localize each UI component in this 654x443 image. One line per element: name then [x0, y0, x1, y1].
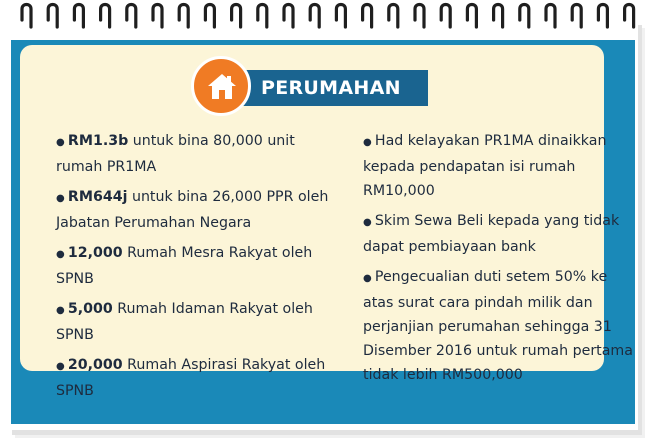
spiral-ring [48, 5, 57, 28]
bullet-icon: ● [56, 137, 68, 148]
bullet-icon: ● [56, 193, 68, 204]
spiral-ring [179, 5, 188, 28]
list-item [56, 241, 336, 291]
bullet-icon: ● [363, 217, 375, 228]
left-column [56, 129, 336, 409]
list-item [56, 185, 336, 235]
list-item [56, 297, 336, 347]
title-header [183, 56, 433, 116]
spiral-ring [415, 5, 424, 28]
spiral-ring [22, 5, 31, 28]
list-item [56, 353, 336, 403]
item-highlight: 12,000 [67, 245, 123, 261]
spiral-ring [441, 5, 450, 28]
spiral-ring [389, 5, 398, 28]
item-text: Skim Sewa Beli kepada yang tidak dapat pembiayaan bank [363, 213, 620, 255]
item-text: Had kelayakan PR1MA dinaikkan kepada pendapatan isi rumah RM10,000 [363, 133, 607, 199]
spiral-ring [74, 5, 83, 28]
list-item [363, 265, 633, 387]
spiral-binding [0, 0, 654, 34]
spiral-ring [546, 5, 555, 28]
house-badge [191, 56, 251, 116]
bullet-icon: ● [56, 249, 68, 260]
spiral-ring [625, 5, 634, 28]
bullet-icon: ● [363, 273, 375, 284]
item-text: untuk bina 26,000 PPR oleh Jabatan Perumahan Negara [56, 189, 329, 231]
page-title: PERUMAHAN [261, 77, 401, 99]
item-text: untuk bina 80,000 unit rumah PR1MA [56, 133, 295, 175]
right-column [363, 129, 633, 393]
item-text: Pengecualian duti setem 50% ke atas surat cara pindah milik dan perjanjian perumahan sehingga 31 Disember 2016 untuk rumah pertama tidak lebih RM500,000 [363, 269, 633, 383]
item-highlight: 20,000 [67, 357, 123, 373]
item-highlight: 5,000 [67, 301, 113, 317]
item-text: Rumah Mesra Rakyat oleh SPNB [56, 245, 313, 287]
house-icon [206, 70, 238, 102]
spiral-ring [258, 5, 267, 28]
spiral-ring [598, 5, 607, 28]
item-highlight: RM644j [67, 189, 128, 205]
spiral-ring [101, 5, 110, 28]
spiral-ring [310, 5, 319, 28]
list-item [363, 129, 633, 203]
spiral-ring [520, 5, 529, 28]
spiral-ring [205, 5, 214, 28]
item-highlight: RM1.3b [67, 133, 129, 149]
list-item [363, 209, 633, 259]
item-text: Rumah Aspirasi Rakyat oleh SPNB [56, 357, 326, 399]
spiral-ring [467, 5, 476, 28]
spiral-ring [232, 5, 241, 28]
bullet-icon: ● [56, 305, 68, 316]
spiral-ring [336, 5, 345, 28]
spiral-ring [494, 5, 503, 28]
spiral-ring [572, 5, 581, 28]
spiral-ring [153, 5, 162, 28]
bullet-icon: ● [56, 361, 68, 372]
spiral-ring [127, 5, 136, 28]
spiral-ring [363, 5, 372, 28]
spiral-ring [284, 5, 293, 28]
list-item [56, 129, 336, 179]
bullet-icon: ● [363, 137, 375, 148]
item-text: Rumah Idaman Rakyat oleh SPNB [56, 301, 313, 343]
